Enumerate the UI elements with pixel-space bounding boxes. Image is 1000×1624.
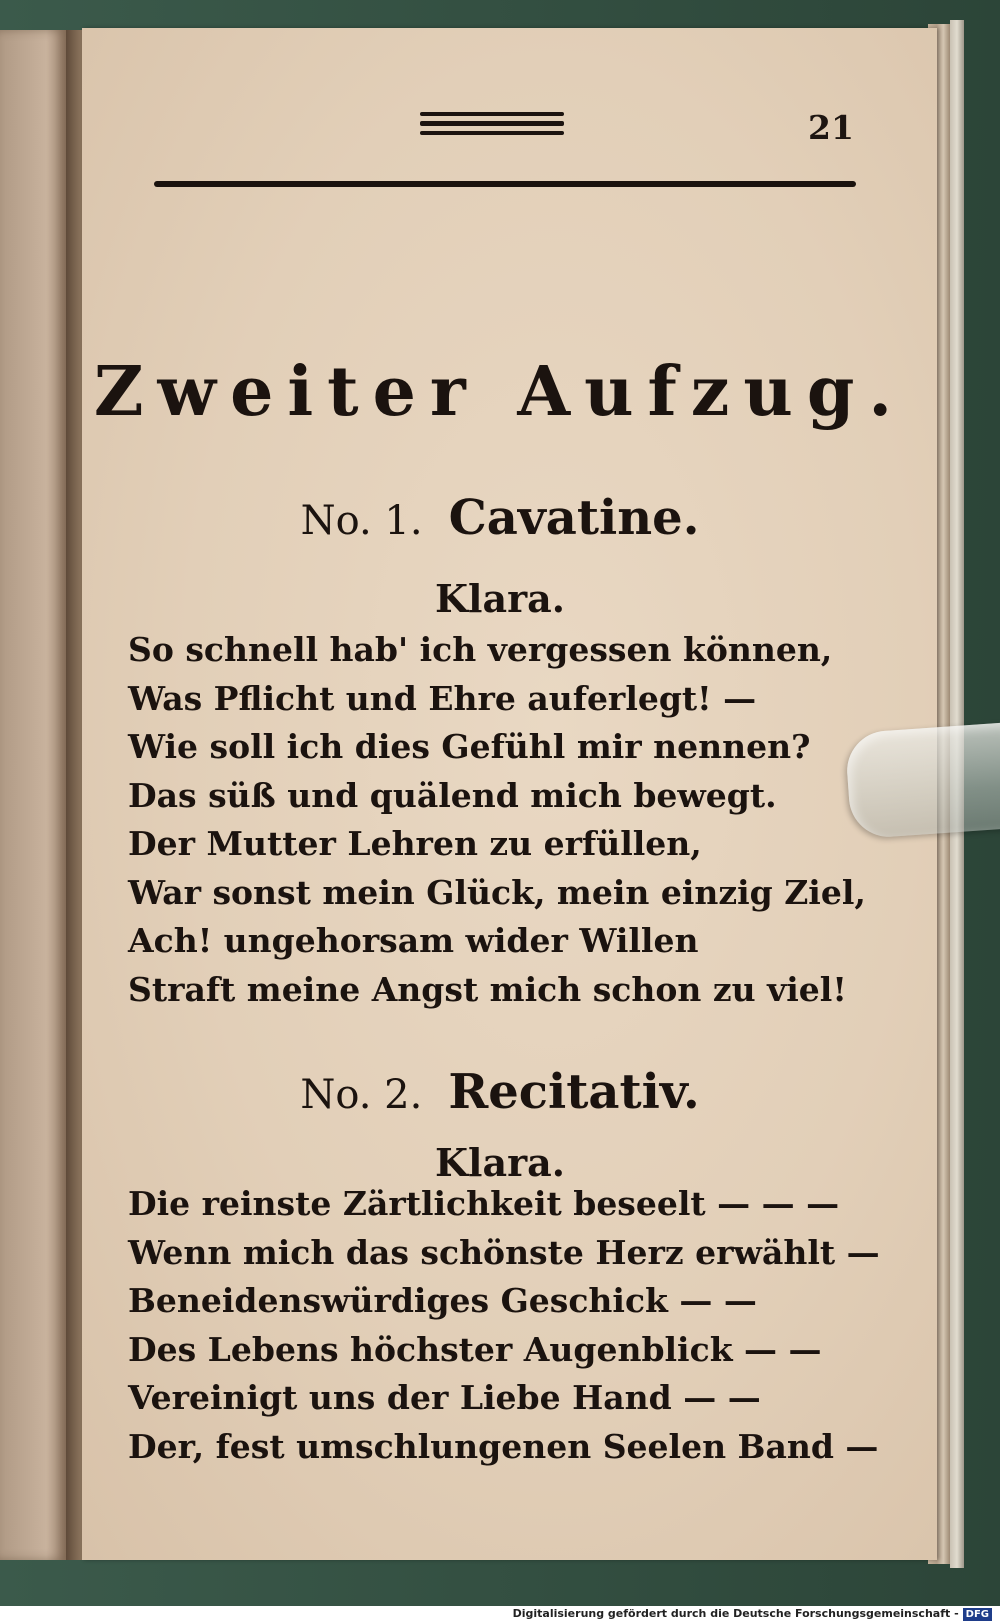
ornament-rule [420,131,564,135]
verse-line: Der, fest umschlungenen Seelen Band — [128,1426,879,1466]
ornament-rule [420,112,564,116]
verse-line: Straft meine Angst mich schon zu viel! [128,969,847,1009]
verse-line: Ach! ungehorsam wider Willen [128,921,699,960]
verse-line: Beneidenswürdiges Geschick — — [128,1281,757,1320]
section-heading [0,1064,1000,1120]
verse-line: Der Mutter Lehren zu erfüllen, [128,824,702,863]
verse-line: Wie soll ich dies Gefühl mir nennen? [128,727,811,766]
verse-line: Vereinigt uns der Liebe Hand — — [128,1378,761,1417]
verse-line: Wenn mich das schönste Herz erwählt — [128,1232,880,1272]
section-kind: Recitativ. [448,1064,700,1120]
verse-line: Des Lebens höchster Augenblick — — [128,1329,822,1369]
credit-text: Digitalisierung gefördert durch die Deutsche Forschungsgemeinschaft - [512,1607,959,1620]
verse-block [128,626,866,1014]
verse-line: Die reinste Zärtlichkeit beseelt — — — [128,1184,840,1223]
page-number: 21 [808,108,854,147]
section-number: No. 1. [300,498,423,544]
speaker-name: Klara. [435,1140,565,1185]
verse-line: So schnell hab' ich vergessen können, [128,630,833,669]
verse-line: Das süß und quälend mich bewegt. [128,775,777,815]
verse-line: War sonst mein Glück, mein einzig Ziel, [128,872,866,912]
section-kind: Cavatine. [448,490,700,546]
ornament-rule [420,121,564,126]
act-title: Zweiter Aufzug. [93,352,907,432]
digitization-credit [513,1607,992,1621]
speaker-name: Klara. [435,576,565,621]
dfg-logo: DFG [963,1608,992,1621]
header-rule [154,181,856,187]
verse-line: Was Pflicht und Ehre auferlegt! — [128,678,757,718]
verse-block [128,1180,880,1471]
previous-page-edge [0,30,66,1560]
section-number: No. 2. [300,1072,423,1118]
page-holder-clip [844,723,1000,840]
section-heading [0,490,1000,546]
